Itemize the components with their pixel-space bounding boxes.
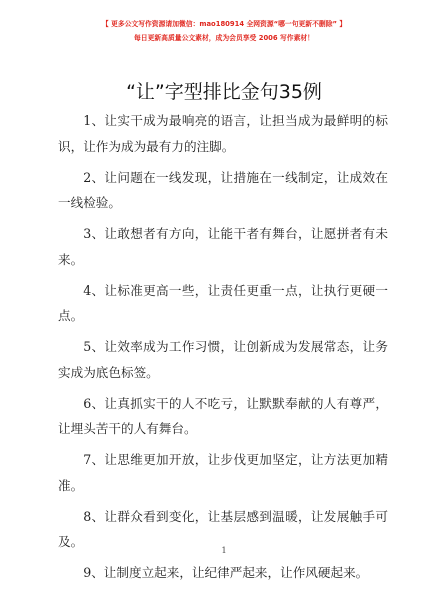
- paragraph-9: 9、让制度立起来，让纪律严起来，让作风硬起来。: [83, 565, 369, 580]
- paragraph-8: 8、让群众看到变化，让基层感到温暖，让发展触手可及。: [58, 508, 388, 549]
- paragraph-3: 3、让敢想者有方向，让能干者有舞台，让愿拼者有未来。: [58, 226, 388, 267]
- document-title: “让”字型排比金句35例: [126, 81, 322, 103]
- paragraph-5: 5、让效率成为工作习惯，让创新成为发展常态，让务实成为底色标签。: [58, 339, 388, 380]
- paragraph-1: 1、让实干成为最响亮的语言，让担当成为最鲜明的标识，让作为成为最有力的注脚。: [58, 113, 388, 154]
- promo-banner-line-2: 每日更新高质量公文素材，成为会员享受 2006 写作素材！: [134, 34, 314, 42]
- document-body: [58, 108, 388, 591]
- paragraph-7: 7、让思维更加开放，让步伐更加坚定，让方法更加精准。: [58, 452, 388, 493]
- paragraph-2: 2、让问题在一线发现，让措施在一线制定，让成效在一线检验。: [58, 169, 388, 210]
- promo-banner-line-1: 【 更多公文写作资源请加微信：mao180914 全网资源“哪一句更新不删除” 】: [101, 20, 347, 28]
- page-number: 1: [221, 546, 227, 555]
- paragraph-6: 6、让真抓实干的人不吃亏，让默默奉献的人有尊严，让埋头苦干的人有舞台。: [58, 395, 388, 436]
- paragraph-4: 4、让标准更高一些，让责任更重一点，让执行更硬一点。: [58, 282, 388, 323]
